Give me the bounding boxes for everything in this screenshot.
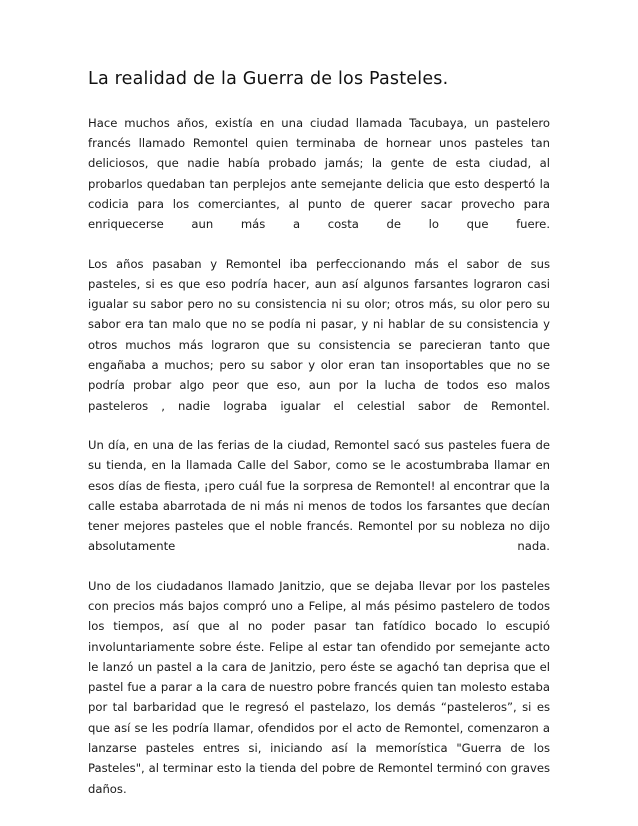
paragraph-2: Los años pasaban y Remontel iba perfeccionando más el sabor de sus pasteles, si es que eso podría hacer, aun así algunos farsantes lograron casi igualar su sabor pero no su consistencia ni su olor; otros más, su olor pero su sabor era tan malo que no se podía ni pasar, y ni hablar de su consistencia y otros muchos más lograron que su consistencia se parecieran tanto que engañaba a muchos; pero su sabor y olor eran tan insoportables que no se podría probar algo peor que eso, aun por la lucha de todos eso malos pasteleros , nadie lograba igualar el celestial sabor de Remontel. xyxy=(88,256,550,413)
paragraph-3: Un día, en una de las ferias de la ciudad, Remontel sacó sus pasteles fuera de su tienda, en la llamada Calle del Sabor, como se le acostumbraba llamar en esos días de fiesta, ¡pero cuál fue la sorpresa de Remontel! al encontrar que la calle estaba abarrotada de ni más ni menos de todos los farsantes que decían tener mejores pasteles que el noble francés. Remontel por su nobleza no dijo absolutamente nada. xyxy=(88,437,550,554)
document-title: La realidad de la Guerra de los Pasteles. xyxy=(88,69,449,89)
paragraph-4: Uno de los ciudadanos llamado Janitzio, que se dejaba llevar por los pasteles con precios más bajos compró uno a Felipe, al más pésimo pastelero de todos los tiempos, así que al no poder pasar tan fatídico bocado lo escupió involuntariamente sobre éste. Felipe al estar tan ofendido por semejante acto le lanzó un pastel a la cara de Janitzio, pero éste se agachó tan deprisa que el pastel fue a parar a la cara de nuestro pobre francés quien tan molesto estaba por tal barbaridad que le regresó el pastelazo, los demás “pasteleros”, si es que así se les podría llamar, ofendidos por el acto de Remontel, comenzaron a lanzarse pasteles entres si, iniciando así la memorística "Guerra de los Pasteles", al terminar esto la tienda del pobre de Remontel terminó con graves daños. xyxy=(88,578,550,796)
document-page xyxy=(88,68,550,818)
paragraph-1: Hace muchos años, existía en una ciudad llamada Tacubaya, un pastelero francés llamado Remontel quien terminaba de hornear unos pasteles tan deliciosos, que nadie había probado jamás; la gente de esta ciudad, al probarlos quedaban tan perplejos ante semejante delicia que esto despertó la codicia para los comerciantes, al punto de querer sacar provecho para enriquecerse aun más a costa de lo que fuere. xyxy=(88,115,550,232)
